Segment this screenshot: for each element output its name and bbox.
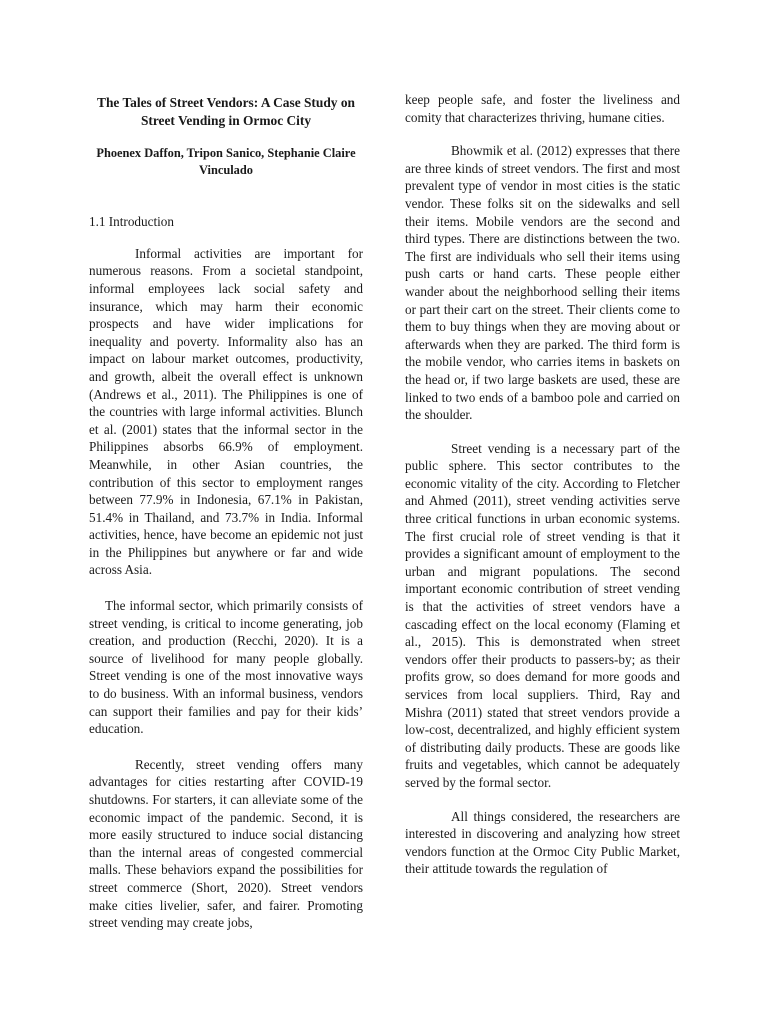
right-column: [405, 91, 680, 878]
paragraph: Street vending is a necessary part of the public sphere. This sector contributes to the economic vitality of the city. According to Fletcher and Ahmed (2011), street vending activities serve three critical functions in urban economic systems. The first crucial role of street vending is that it provides a significant amount of employment to the urban and migrant populations. The second important economic contribution of street vending is that the activities of street vendors have a cascading effect on the local economy (Flaming et al., 2015). This is demonstrated when street vendors offer their products to passers-by; as their profits grow, so does demand for more goods and services from local suppliers. Third, Ray and Mishra (2011) stated that street vendors provide a low-cost, decentralized, and highly efficient system of distributing daily products. These are goods like fruits and vegetables, which cannot be adequately served by the formal sector.: [405, 440, 680, 790]
section-heading: 1.1 Introduction: [89, 214, 174, 230]
paragraph: Bhowmik et al. (2012) expresses that there are three kinds of street vendors. The first and most prevalent type of vendor in most cities is the static vendor. These folks sit on the sidewalks and sell their items. Mobile vendors are the second and third types. There are distinctions between the two. The first are individuals who sell their items using push carts or hand carts. These people either wander about the neighborhood selling their items or part their cart on the street. Their clients come to them to buy things when they are moving about or afterwards when they are parked. The third form is the mobile vendor, who carries items in baskets on the head or, if two large baskets are used, these are linked to two ends of a bamboo pole and carried on the shoulder.: [405, 143, 680, 423]
paragraph: keep people safe, and foster the liveliness and comity that characterizes thriving, humane cities.: [405, 92, 680, 125]
paragraph: Informal activities are important for numerous reasons. From a societal standpoint, informal employees lack social safety and insurance, which may harm their economic prospects and have wider implications for inequality and poverty. Informality also has an impact on labour market outcomes, productivity, and growth, albeit the overall effect is unknown (Andrews et al., 2011). The Philippines is one of the countries with large informal activities. Blunch et al. (2001) states that the informal sector in the Philippines absorbs 66.9% of employment. Meanwhile, in other Asian countries, the contribution of this sector to employment ranges between 77.9% in Indonesia, 67.1% in Pakistan, 51.4% in Thailand, and 73.7% in India. Informal activities, hence, have become an epidemic not just in the Philippines but anywhere or far and wide across Asia.: [89, 245, 363, 578]
paragraph: All things considered, the researchers are interested in discovering and analyzing how street vendors function at the Ormoc City Public Market, their attitude towards the regulation of: [405, 808, 680, 877]
left-column: [89, 90, 363, 932]
paragraph: Recently, street vending offers many advantages for cities restarting after COVID-19 shutdowns. For starters, it can alleviate some of the economic impact of the pandemic. Second, it is more easily structured to induce social distancing than the internal areas of congested commercial malls. These behaviors expand the possibilities for street commerce (Short, 2020). Street vendors make cities livelier, safer, and fairer. Promoting street vending may create jobs,: [89, 756, 363, 931]
paragraph: The informal sector, which primarily consists of street vending, is critical to income generating, job creation, and production (Recchi, 2020). It is a source of livelihood for many people globally. Street vending is one of the most innovative ways to do business. With an informal business, vendors can support their families and pay for their kids’ education.: [89, 598, 363, 737]
paper-authors: Phoenex Daffon, Tripon Sanico, Stephanie Claire Vinculado: [96, 146, 356, 178]
paper-title: The Tales of Street Vendors: A Case Study on Street Vending in Ormoc City: [97, 95, 355, 128]
